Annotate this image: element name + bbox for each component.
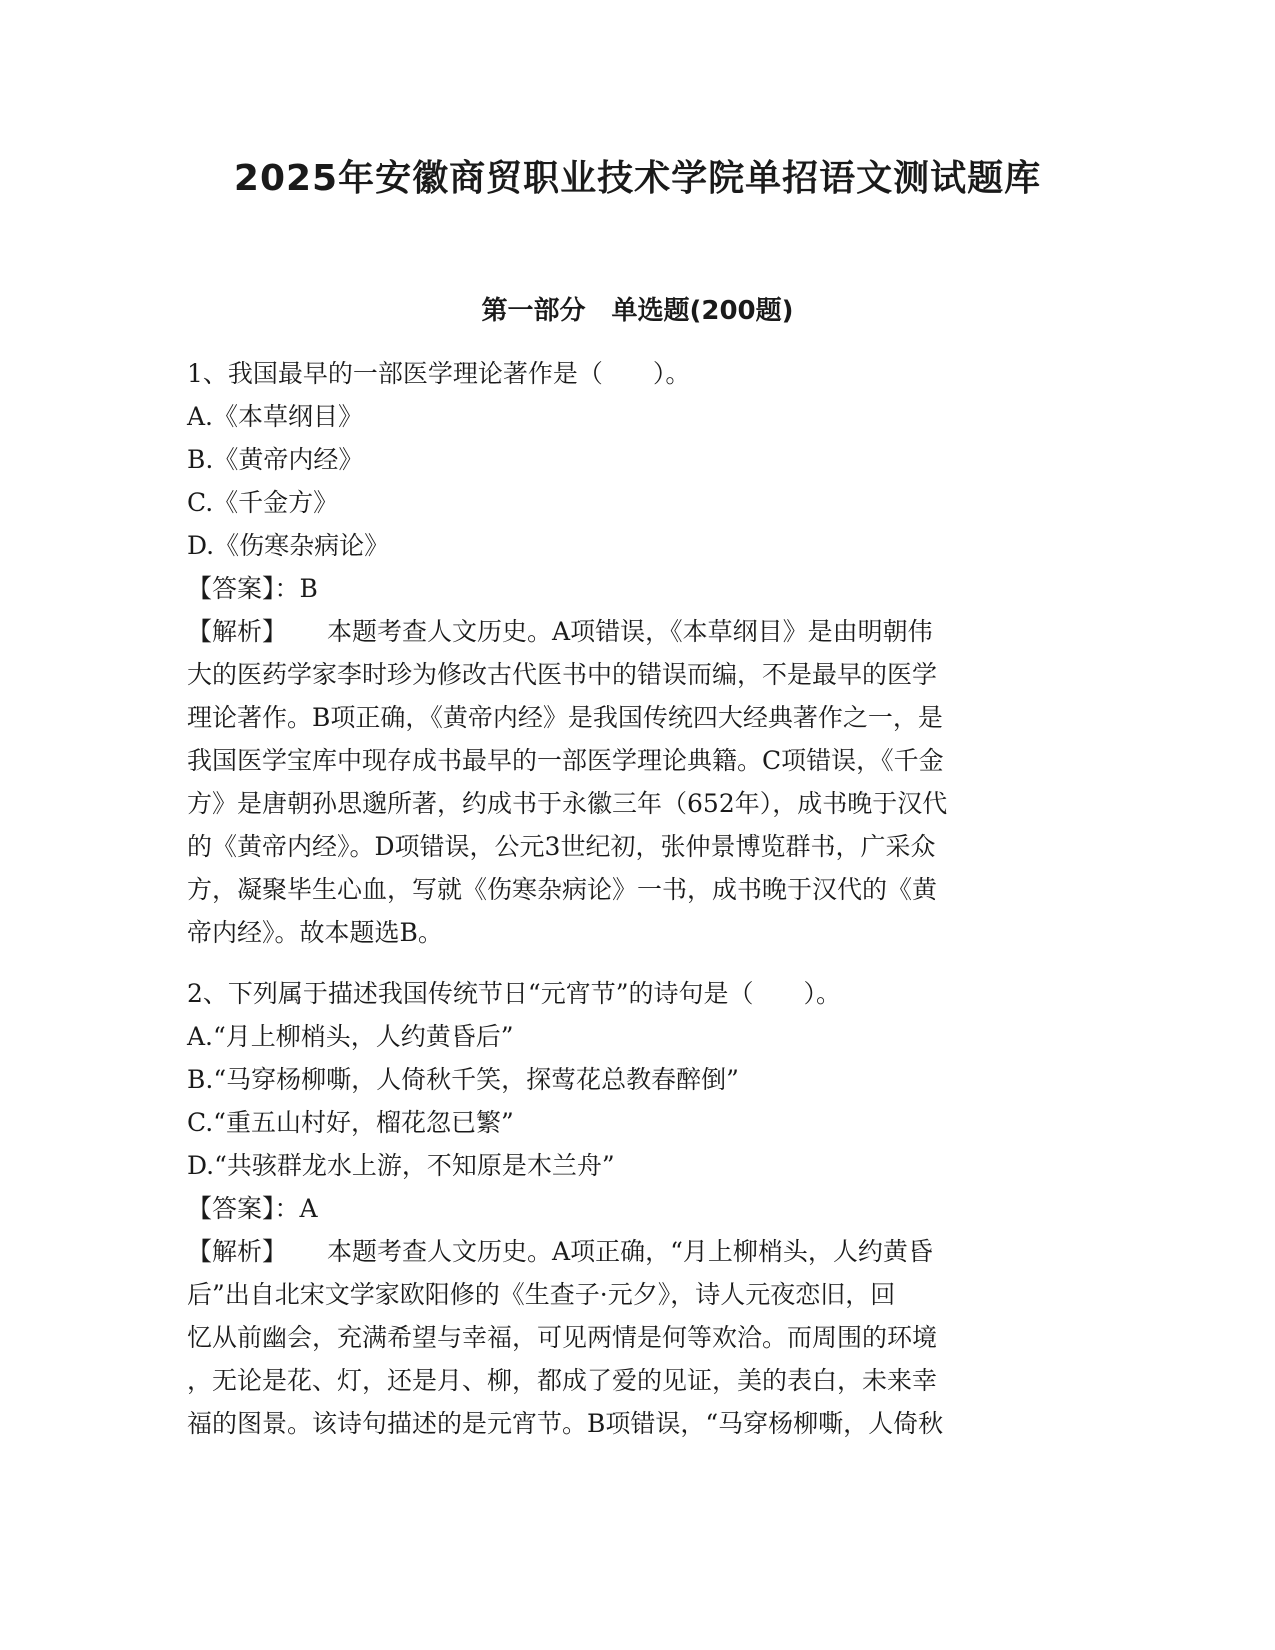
analysis-label: 【解析】: [187, 1237, 288, 1266]
option-a: A.“月上柳梢头，人约黄昏后”: [187, 1022, 514, 1051]
question-2: [187, 972, 1087, 1445]
option-c: C.“重五山村好，榴花忽已繁”: [187, 1108, 514, 1137]
question-list: [187, 352, 1087, 1445]
option-d: D.“共骇群龙水上游，不知原是木兰舟”: [187, 1151, 615, 1180]
analysis-line: 方》是唐朝孙思邈所著，约成书于永徽三年（652年），成书晚于汉代: [187, 789, 948, 818]
analysis-line: [187, 1230, 1087, 1273]
analysis-line: 帝内经》。故本题选B。: [187, 918, 443, 947]
option-b: B.《黄帝内经》: [187, 445, 364, 474]
analysis-line: 方，凝聚毕生心血，写就《伤寒杂病论》一书，成书晚于汉代的《黄: [187, 875, 938, 904]
analysis-line: 理论著作。B项正确，《黄帝内经》是我国传统四大经典著作之一，是: [187, 703, 943, 732]
answer-label: 【答案】：: [187, 574, 300, 603]
question-stem: 2、下列属于描述我国传统节日“元宵节”的诗句是（ ）。: [187, 979, 841, 1008]
analysis-line: 的《黄帝内经》。D项错误，公元3世纪初，张仲景博览群书，广采众: [187, 832, 936, 861]
question-stem: 1、我国最早的一部医学理论著作是（ ）。: [187, 359, 691, 388]
answer-value: A: [299, 1194, 318, 1223]
answer-line: [187, 567, 1087, 610]
analysis-line: [187, 610, 1087, 653]
option-d: D.《伤寒杂病论》: [187, 531, 390, 560]
analysis-line: ，无论是花、灯，还是月、柳，都成了爱的见证，美的表白，未来幸: [187, 1366, 938, 1395]
option-b: B.“马穿杨柳嘶，人倚秋千笑，探莺花总教春醉倒”: [187, 1065, 739, 1094]
analysis-label: 【解析】: [187, 617, 288, 646]
analysis-line: 大的医药学家李时珍为修改古代医书中的错误而编，不是最早的医学: [187, 660, 938, 689]
section-title: 第一部分 单选题(200题): [481, 296, 794, 326]
answer-label: 【答案】：: [187, 1194, 300, 1223]
option-c: C.《千金方》: [187, 488, 339, 517]
analysis-text: 本题考查人文历史。A项错误，《本草纲目》是由明朝伟: [327, 617, 933, 646]
answer-line: [187, 1187, 1087, 1230]
analysis-line: 后”出自北宋文学家欧阳修的《生查子·元夕》，诗人元夜恋旧，回: [187, 1280, 896, 1309]
analysis-line: 忆从前幽会，充满希望与幸福，可见两情是何等欢洽。而周围的环境: [187, 1323, 938, 1352]
question-1: [187, 352, 1087, 954]
answer-value: B: [299, 574, 318, 603]
analysis-line: 福的图景。该诗句描述的是元宵节。B项错误，“马穿杨柳嘶，人倚秋: [187, 1409, 944, 1438]
analysis-line: 我国医学宝库中现存成书最早的一部医学理论典籍。C项错误，《千金: [187, 746, 944, 775]
option-a: A.《本草纲目》: [187, 402, 364, 431]
document-title: 2025年安徽商贸职业技术学院单招语文测试题库: [233, 158, 1042, 199]
analysis-text: 本题考查人文历史。A项正确，“月上柳梢头，人约黄昏: [327, 1237, 933, 1266]
